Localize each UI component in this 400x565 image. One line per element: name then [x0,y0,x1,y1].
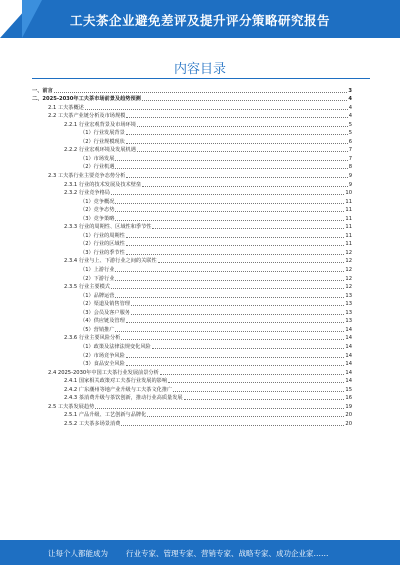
toc-entry[interactable] [30,223,352,232]
toc-entry[interactable] [30,291,352,300]
report-title: 工夫茶企业避免差评及提升评分策略研究报告 [69,13,330,28]
toc-entry[interactable] [30,317,352,326]
toc-entry-label: （2）行业规模现状 [80,138,125,145]
toc-entry[interactable] [30,394,352,403]
toc-entry-page: 14 [345,335,352,342]
toc-entry-page: 19 [345,403,352,410]
toc-leader-dots [137,151,348,152]
toc-entry[interactable] [30,360,352,369]
toc-entry-label: （2）行业机遇 [80,164,115,171]
toc-leader-dots [147,416,344,417]
toc-leader-dots [115,220,344,221]
toc-entry-page: 10 [345,190,352,197]
toc-heading: 内容目录 [173,62,226,77]
toc-entry-page: 13 [345,292,352,299]
toc-entry-label: 2.2.1 行业宏观背景及市场环境 [64,121,136,128]
toc-entry-label: （4）供应链及管理 [80,318,125,325]
toc-leader-dots [142,186,348,187]
toc-entry-label: 2.3.5 行业主要模式 [64,284,110,291]
toc-leader-dots [126,322,345,323]
toc-entry-label: （3）食品安全风险 [80,361,125,368]
toc-leader-dots [126,365,345,366]
toc-entry-page: 14 [345,352,352,359]
toc-entry-page: 6 [348,138,352,145]
header-banner [0,0,400,38]
toc-entry[interactable] [30,257,352,266]
toc-entry-label: （3）竞争策略 [80,215,115,222]
toc-leader-dots [115,297,344,298]
toc-entry-page: 11 [345,241,352,248]
toc-entry-label: 2.5 工夫茶发展趋势 [48,403,95,410]
toc-entry-page: 11 [345,224,352,231]
footer-slogan-tail: 行业专家、管理专家、营销专家、战略专家、成功企业家…… [126,549,329,558]
toc-entry-label: 2.4.3 茶消费升级与茶饮创新，推动行业高质量发展 [64,395,183,402]
toc-entry-label: （1）品牌运营 [80,292,115,299]
toc-entry[interactable] [30,402,352,411]
toc-entry-label: 2.1 工夫茶概述 [48,104,84,111]
footer-slogan-lead: 让每个人都能成为 [48,549,108,558]
toc-entry-page: 14 [345,369,352,376]
toc-entry[interactable] [30,385,352,394]
toc-entry-label: （5）营销推广 [80,326,115,333]
toc-entry[interactable] [30,214,352,223]
footer-slogan [48,548,329,559]
toc-entry[interactable] [30,206,352,215]
toc-leader-dots [126,117,347,118]
toc-leader-dots [142,100,348,101]
toc-entry-label: 2.4.2 广东潮州等地产业升级与工夫茶文化推广 [64,386,173,393]
toc-entry-label: （1）上游行业 [80,267,115,274]
toc-leader-dots [111,194,344,195]
toc-entry[interactable] [30,419,352,428]
toc-entry[interactable] [30,334,352,343]
toc-entry-page: 12 [345,267,352,274]
toc-leader-dots [115,280,344,281]
toc-entry[interactable] [30,129,352,138]
toc-entry[interactable] [30,146,352,155]
toc-entry-page: 20 [345,412,352,419]
toc-entry[interactable] [30,411,352,420]
toc-leader-dots [126,134,348,135]
toc-entry-page: 11 [345,215,352,222]
toc-entry-page: 13 [345,301,352,308]
toc-entry[interactable] [30,197,352,206]
toc-leader-dots [158,262,345,263]
toc-leader-dots [95,408,344,409]
toc-leader-dots [115,160,347,161]
toc-entry[interactable] [30,120,352,129]
toc-entry-label: 2.2.2 行业宏观环境及发展机遇 [64,147,136,154]
toc-entry-page: 12 [345,249,352,256]
toc-entry[interactable] [30,154,352,163]
toc-entry[interactable] [30,274,352,283]
toc-leader-dots [115,331,344,332]
toc-entry-label: （2）市场竞争风险 [80,352,125,359]
toc-leader-dots [152,348,345,349]
toc-entry-label: 二、2025-2030年工夫茶市场前景及趋势预测 [32,96,141,103]
toc-entry-label: （1）政策及法律法规变化风险 [80,343,151,350]
toc-entry-label: （1）竞争概况 [80,198,115,205]
toc-entry[interactable] [30,137,352,146]
toc-entry[interactable] [30,377,352,386]
footer-banner [0,540,400,565]
toc-leader-dots [115,203,344,204]
toc-entry[interactable] [30,163,352,172]
toc-entry-label: 2.3.2 行业竞争格局 [64,190,110,197]
toc-entry-label: 2.4 2025-2030年中国工夫茶行业发展前景分析 [48,369,159,376]
toc-entry-label: 2.2 工夫茶产业链分析及市场规模 [48,113,126,120]
toc-entry[interactable] [30,171,352,180]
toc-entry-label: （2）竞争态势 [80,207,115,214]
toc-leader-dots [168,382,344,383]
toc-entry-page: 3 [348,87,352,94]
toc-leader-dots [126,237,345,238]
toc-entry-label: 2.3.3 行业的周期性、区域性和季节性 [64,224,152,231]
toc-entry-label: 2.3 工夫茶行业主要竞争态势分析 [48,173,126,180]
toc-entry-page: 5 [348,130,352,137]
toc-leader-dots [85,109,348,110]
toc-entry[interactable] [30,248,352,257]
toc-entry[interactable] [30,112,352,121]
toc-entry[interactable] [30,86,352,95]
toc-leader-dots [131,314,344,315]
toc-entry-label: （3）会员及客户服务 [80,309,130,316]
toc-entry-label: 2.3.6 行业主要风险分析 [64,335,121,342]
toc-leader-dots [115,271,344,272]
toc-entry-page: 4 [348,96,352,103]
toc-entry-page: 7 [348,147,352,154]
toc-entry[interactable] [30,351,352,360]
toc-leader-dots [115,211,344,212]
toc-entry[interactable] [30,325,352,334]
toc-leader-dots [121,425,344,426]
toc-entry[interactable] [30,180,352,189]
toc-leader-dots [115,168,347,169]
toc-divider [32,78,370,79]
toc-leader-dots [54,92,348,93]
toc-entry[interactable] [30,189,352,198]
toc-entry-page: 4 [348,113,352,120]
toc-entry-label: 2.5.1 产品升级、工艺创新与品牌化 [64,412,147,419]
toc-entry-page: 15 [345,386,352,393]
toc-entry-page: 14 [345,378,352,385]
toc-entry-label: 2.3.1 行业的技术发展及技术壁垒 [64,181,142,188]
table-of-contents [30,86,352,428]
toc-entry-page: 9 [348,181,352,188]
toc-leader-dots [184,399,345,400]
toc-entry-label: （3）行业的季节性 [80,249,125,256]
toc-entry-page: 5 [348,121,352,128]
toc-leader-dots [137,126,348,127]
toc-leader-dots [126,357,345,358]
toc-entry-label: （1）行业发展背景 [80,130,125,137]
toc-entry-page: 13 [345,309,352,316]
toc-entry-label: 2.3.4 行业与上、下游行业之间的关联性 [64,258,157,265]
toc-entry-page: 14 [345,361,352,368]
toc-entry-page: 14 [345,326,352,333]
toc-entry[interactable] [30,265,352,274]
toc-entry-page: 20 [345,420,352,427]
toc-entry-page: 13 [345,318,352,325]
toc-entry-label: （2）渠道及销售管理 [80,301,130,308]
toc-entry[interactable] [30,103,352,112]
toc-entry[interactable] [30,300,352,309]
toc-entry-page: 16 [345,395,352,402]
toc-entry[interactable] [30,240,352,249]
toc-entry[interactable] [30,308,352,317]
toc-entry-label: （2）下游行业 [80,275,115,282]
toc-entry-label: （1）行业的周期性 [80,232,125,239]
toc-leader-dots [131,305,344,306]
toc-entry-page: 11 [345,207,352,214]
toc-entry[interactable] [30,231,352,240]
toc-entry-page: 14 [345,343,352,350]
toc-entry-page: 12 [345,258,352,265]
toc-entry-page: 12 [345,284,352,291]
toc-leader-dots [126,254,345,255]
toc-entry-label: （1）市场发展 [80,155,115,162]
toc-leader-dots [126,245,345,246]
toc-entry-page: 11 [345,232,352,239]
toc-entry[interactable] [30,95,352,104]
toc-leader-dots [126,177,347,178]
toc-entry[interactable] [30,283,352,292]
toc-entry-page: 8 [348,164,352,171]
toc-leader-dots [160,374,345,375]
toc-entry-label: 一、前言 [32,87,53,94]
toc-entry-page: 7 [348,155,352,162]
toc-leader-dots [152,228,344,229]
toc-leader-dots [126,143,348,144]
toc-entry-page: 9 [348,173,352,180]
toc-leader-dots [173,391,344,392]
toc-entry-label: （2）行业的区域性 [80,241,125,248]
toc-leader-dots [111,288,344,289]
toc-entry-page: 12 [345,275,352,282]
toc-entry[interactable] [30,368,352,377]
toc-leader-dots [121,339,344,340]
toc-entry-label: 2.5.2 工夫茶多场景消费 [64,420,121,427]
toc-entry-label: 2.4.1 国家相关政策对工夫茶行业发展的影响 [64,378,168,385]
toc-entry-page: 11 [345,198,352,205]
toc-entry[interactable] [30,342,352,351]
toc-entry-page: 4 [348,104,352,111]
